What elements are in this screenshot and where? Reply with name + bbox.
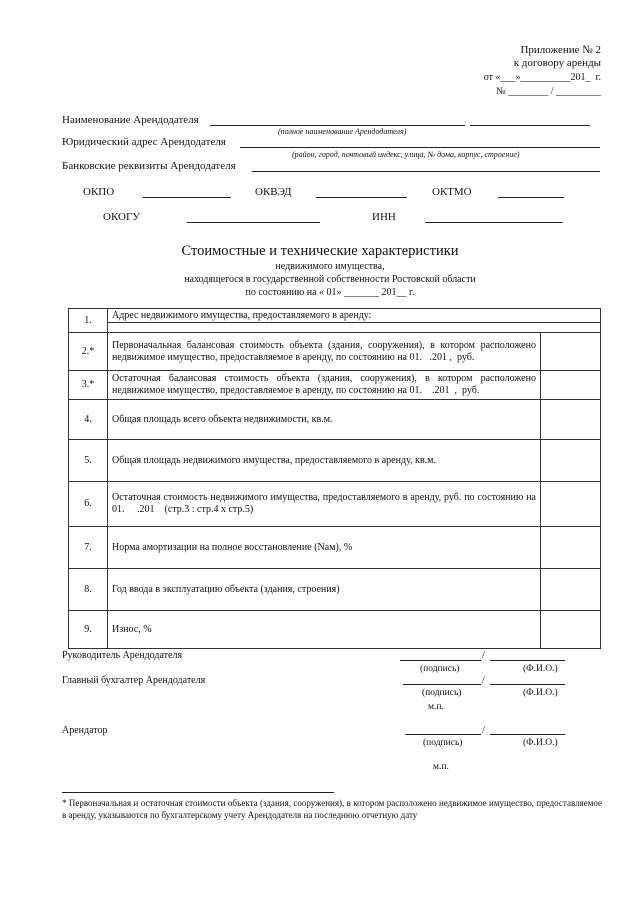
row-value-cell[interactable] <box>540 400 600 440</box>
row-text: Износ, % <box>108 611 541 649</box>
landlord-name-line-2 <box>470 125 590 126</box>
table-row <box>69 309 601 323</box>
tenant-signature-line[interactable] <box>405 734 481 735</box>
table-row <box>69 611 601 649</box>
heading-line-3: по состоянию на « 01» _______ 201__ г. <box>245 287 415 298</box>
row-number: 5. <box>69 440 108 482</box>
okved-line <box>316 197 407 198</box>
okogu-line <box>187 222 320 223</box>
tenant-fio-hint: (Ф.И.О.) <box>523 738 558 748</box>
row-text: Общая площадь недвижимого имущества, предоставляемого в аренду, кв.м. <box>108 440 541 482</box>
row-value-cell[interactable] <box>540 611 600 649</box>
row-text: Год ввода в эксплуатацию объекта (здания, строения) <box>108 569 541 611</box>
row-number: 6. <box>69 482 108 527</box>
heading-line-1: недвижимого имущества, <box>275 261 385 272</box>
heading-line-2: находящегося в государственной собственности Ростовской области <box>184 274 476 285</box>
row-number: 7. <box>69 527 108 569</box>
accountant-stamp: м.п. <box>428 702 444 712</box>
accountant-signature-hint: (подпись) <box>422 688 462 698</box>
row-text: Общая площадь всего объекта недвижимости, кв.м. <box>108 400 541 440</box>
okved-label: ОКВЭД <box>255 186 292 198</box>
row-value-cell[interactable] <box>540 333 600 371</box>
characteristics-table <box>68 308 601 649</box>
tenant-stamp: м.п. <box>433 762 449 772</box>
row-value-cell[interactable] <box>540 569 600 611</box>
head-signature-hint: (подпись) <box>420 664 460 674</box>
accountant-slash: / <box>482 675 485 686</box>
head-fio-hint: (Ф.И.О.) <box>523 664 558 674</box>
landlord-name-label: Наименование Арендодателя <box>62 114 199 126</box>
appendix-subtitle: к договору аренды <box>513 57 601 69</box>
table-row <box>69 527 601 569</box>
address-value-cell[interactable] <box>108 323 601 333</box>
landlord-name-line <box>210 125 465 126</box>
bank-details-line <box>252 171 600 172</box>
inn-line <box>425 222 563 223</box>
head-signature-line[interactable] <box>400 660 481 661</box>
appendix-date-line: от «___»__________201_ г. <box>483 72 601 83</box>
row-text: Остаточная балансовая стоимость объекта (здания, сооружения), в котором расположено недвижимое имущество, предоставляемое в аренду, по состоянию на 01. .201 , руб. <box>108 371 541 400</box>
row-text: Адрес недвижимого имущества, предоставляемого в аренду: <box>108 309 601 323</box>
row-text: Первоначальная балансовая стоимость объекта (здания, сооружения), в котором расположено недвижимое имущество, предоставляемое в аренду, по состоянию на 01. .201 , руб. <box>108 333 541 371</box>
accountant-fio-hint: (Ф.И.О.) <box>523 688 558 698</box>
row-value-cell[interactable] <box>540 371 600 400</box>
row-number: 8. <box>69 569 108 611</box>
appendix-title: Приложение № 2 <box>520 44 601 56</box>
table-row <box>69 440 601 482</box>
table-row <box>69 400 601 440</box>
accountant-signature-line[interactable] <box>403 684 481 685</box>
row-text: Норма амортизации на полное восстановление (Nам), % <box>108 527 541 569</box>
row-value-cell[interactable] <box>540 440 600 482</box>
head-signature-label: Руководитель Арендодателя <box>62 650 183 661</box>
oktmo-line <box>498 197 564 198</box>
tenant-signature-hint: (подпись) <box>423 738 463 748</box>
tenant-slash: / <box>482 725 485 736</box>
document-title: Стоимостные и технические характеристики <box>181 243 459 259</box>
accountant-signature-label: Главный бухгалтер Арендодателя <box>62 675 206 686</box>
table-row <box>69 482 601 527</box>
okpo-label: ОКПО <box>83 186 115 198</box>
inn-label: ИНН <box>372 211 396 223</box>
bank-details-label: Банковские реквизиты Арендодателя <box>62 160 236 172</box>
legal-address-line <box>240 147 600 148</box>
row-number: 3.* <box>69 371 108 400</box>
tenant-fio-line[interactable] <box>490 734 565 735</box>
accountant-fio-line[interactable] <box>490 684 565 685</box>
row-number: 4. <box>69 400 108 440</box>
head-slash: / <box>482 650 485 661</box>
legal-address-hint: (район, город, почтовый индекс, улица, № дома, корпус, строение) <box>292 150 520 159</box>
table-row <box>69 333 601 371</box>
row-number: 2.* <box>69 333 108 371</box>
table-row <box>69 569 601 611</box>
appendix-number-line: № ________ / _________ <box>496 86 601 97</box>
legal-address-label: Юридический адрес Арендодателя <box>62 136 226 148</box>
row-number: 9. <box>69 611 108 649</box>
row-text: Остаточная стоимость недвижимого имущества, предоставляемого в аренду, руб. по состоянию на 01. .201 (стр.3 : стр.4 х стр.5) <box>108 482 541 527</box>
row-value-cell[interactable] <box>540 527 600 569</box>
landlord-name-hint: (полное наименование Арендодателя) <box>278 127 407 136</box>
footnote-separator <box>62 792 334 793</box>
head-fio-line[interactable] <box>490 660 565 661</box>
okogu-label: ОКОГУ <box>103 211 141 223</box>
row-number: 1. <box>69 309 108 333</box>
table-row <box>69 371 601 400</box>
tenant-signature-label: Арендатор <box>62 725 108 736</box>
row-value-cell[interactable] <box>540 482 600 527</box>
footnote-text: * Первоначальная и остаточная стоимости объекта (здания, сооружения), в котором расположено недвижимое имущество, предоставляемое в аренду, указываются по бухгалтерскому учету Арендодателя на последнюю отчетную дату <box>62 798 602 820</box>
okpo-line <box>143 197 231 198</box>
oktmo-label: ОКТМО <box>432 186 472 198</box>
